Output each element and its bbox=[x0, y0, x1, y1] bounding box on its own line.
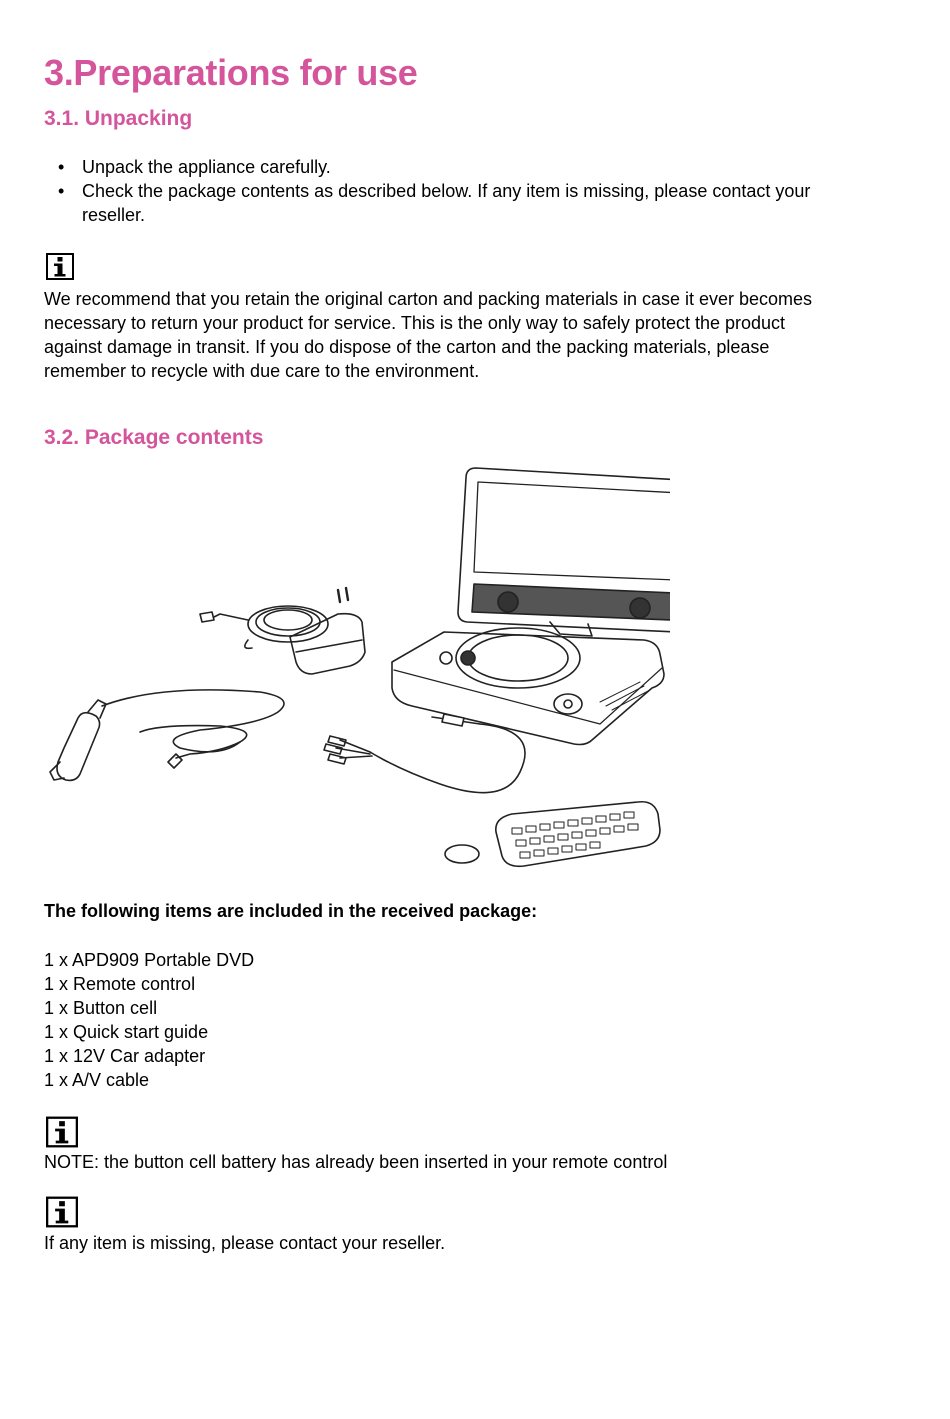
info-icon bbox=[46, 1116, 78, 1148]
info-icon bbox=[46, 1196, 78, 1228]
bullet-item: • Unpack the appliance carefully. bbox=[44, 155, 844, 179]
missing-item-notice: If any item is missing, please contact your reseller. bbox=[44, 1233, 446, 1253]
list-item: 1 x Remote control bbox=[44, 974, 196, 994]
car-adapter bbox=[50, 690, 284, 781]
list-item: 1 x 12V Car adapter bbox=[44, 1046, 206, 1066]
portable-dvd-player bbox=[392, 468, 670, 745]
list-item: 1 x Quick start guide bbox=[44, 1022, 209, 1042]
list-item: 1 x APD909 Portable DVD bbox=[44, 950, 255, 970]
section-heading-unpacking: 3.1. Unpacking bbox=[44, 107, 193, 130]
page-title: 3.Preparations for use bbox=[44, 52, 418, 93]
package-items-list bbox=[44, 948, 254, 1092]
list-item: 1 x A/V cable bbox=[44, 1070, 150, 1090]
bullet-item: • Check the package contents as described below. If any item is missing, please contact your reseller. bbox=[44, 179, 844, 227]
recommendation-paragraph: We recommend that you retain the original carton and packing materials in case it ever becomes necessary to return your product for service. This is the only way to safely protect the product against damage in transit. If you do dispose of the carton and the packing materials, please remember to recycle with due care to the environment. bbox=[44, 289, 813, 381]
package-contents-illustration bbox=[40, 462, 670, 882]
unpacking-bullet-list bbox=[44, 155, 844, 227]
info-icon bbox=[46, 253, 74, 280]
battery-note: NOTE: the button cell battery has already been inserted in your remote control bbox=[44, 1152, 668, 1172]
section-heading-package-contents: 3.2. Package contents bbox=[44, 426, 264, 449]
av-cable bbox=[324, 714, 525, 793]
ac-adapter bbox=[200, 588, 365, 674]
list-item: 1 x Button cell bbox=[44, 998, 158, 1018]
button-cell bbox=[445, 845, 479, 863]
remote-control bbox=[496, 802, 660, 867]
package-intro: The following items are included in the received package: bbox=[44, 901, 538, 921]
